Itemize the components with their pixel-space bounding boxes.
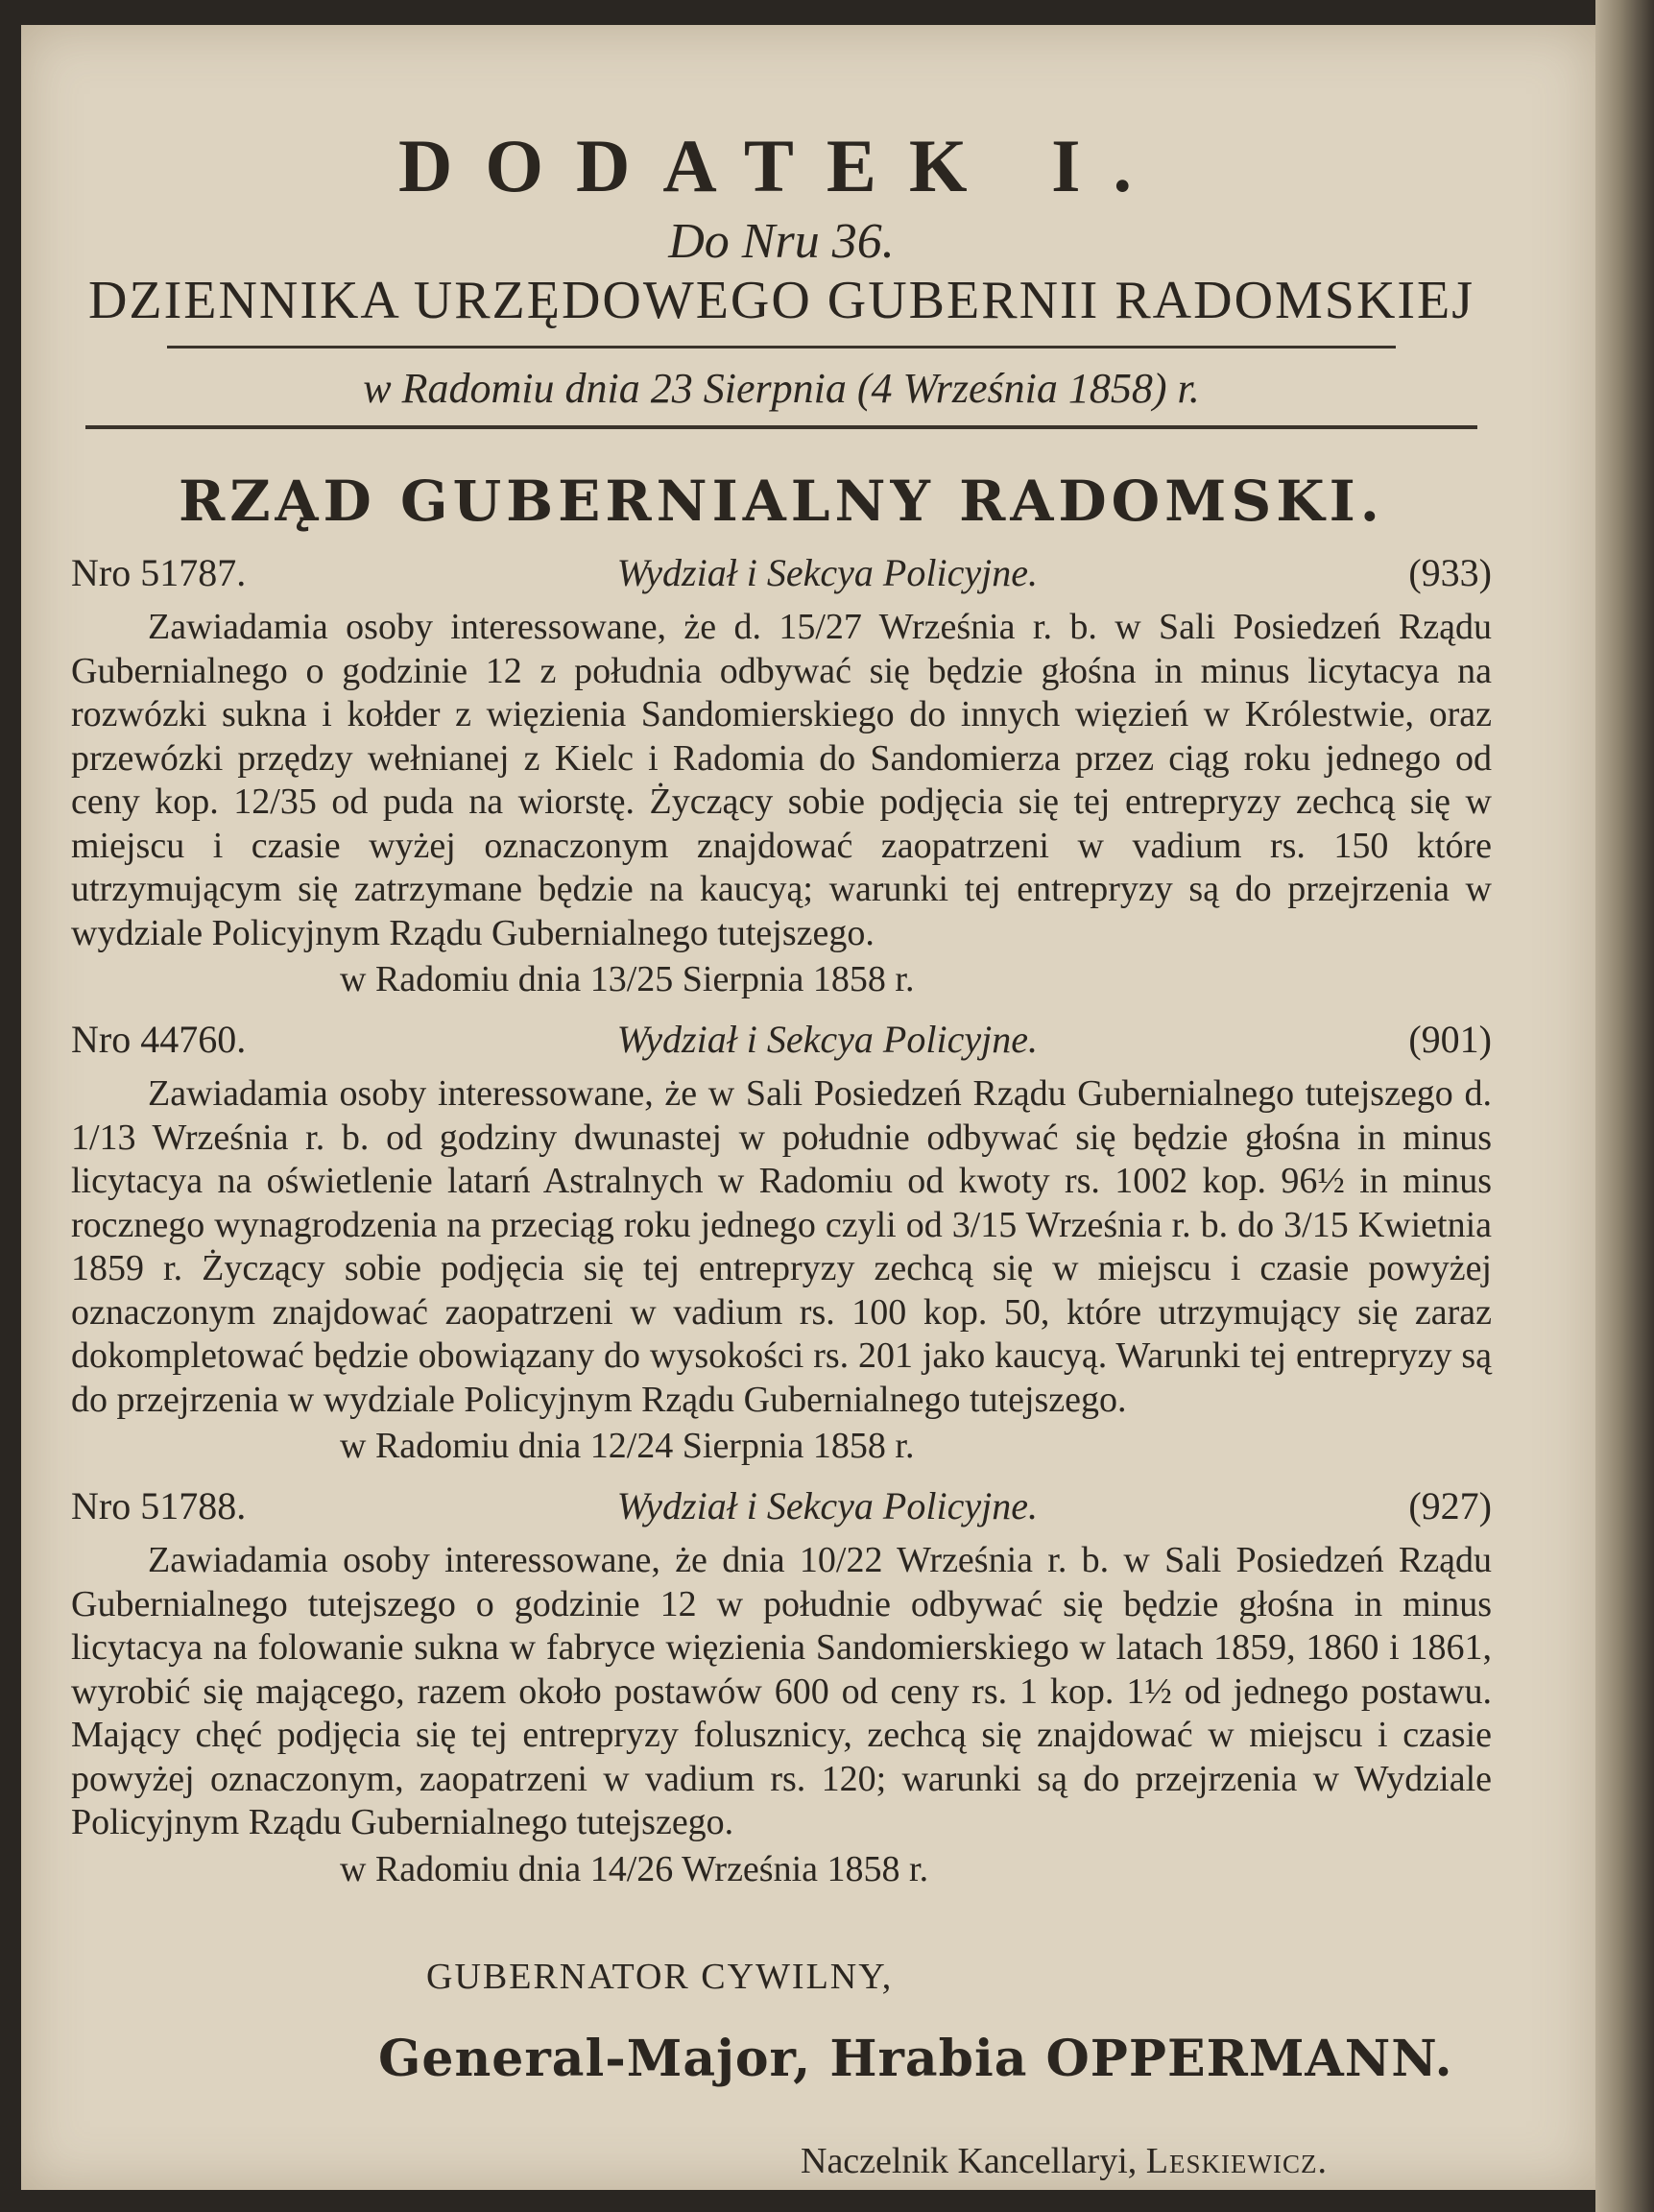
notice-section: Wydział i Sekcya Policyjne. [616,551,1038,594]
notice-text: Zawiadamia osoby interessowane, że w Sali Posiedzeń Rządu Gubernialnego tutejszego d. 1/13 Września r. b. od godziny dwunastej w południe odbywać się będzie głośna in minus licytacya na oświetlenie latarń Astralnych w Radomiu od kwoty rs. 1002 kop. 96½ in minus rocznego wynagrodzenia na przeciąg roku jednego czyli od 3/15 Września r. b. do 3/15 Kwietnia 1859 r. Życzący sobie podjęcia się tej entrepryzy zechcą się w miejscu i czasie powyżej oznaczonym znajdować zaopatrzeni w vadium rs. 100 kop. 50, które utrzymujący się zaraz dokompletować będzie obowiązany do wysokości rs. 201 jako kaucyą. Warunki tej entrepryzy są do przejrzenia w wydziale Policyjnym Rządu Gubernialnego tutejszego. [71,1073,1492,1420]
notice [71,546,1492,1001]
journal-title: DZIENNIKA URZĘDOWEGO GUBERNII RADOMSKIEJ [87,271,1475,330]
notice-text: Zawiadamia osoby interessowane, że d. 15/27 Września r. b. w Sali Posiedzeń Rządu Gubernialnego o godzinie 12 z południa odbywać się będzie głośna in minus licytacya na rozwózki sukna i kołder z więzienia Sandomierskiego do innych więzień w Królestwie, oraz przewózki przędzy wełnianej z Kielc i Radomia do Sandomierza przez ciąg roku jednego od ceny kop. 12/35 od puda na wiorstę. Życzący sobie podjęcia się tej entrepryzy zechcą się w miejscu i czasie wyżej oznaczonym znajdować zaopatrzeni w vadium rs. 150 które utrzymującym się zatrzymane będzie na kaucyą; warunki tej entrepryzy są do przejrzenia w wydziale Policyjnym Rządu Gubernialnego tutejszego. [71,607,1492,953]
supplement-title: DODATEK I. [398,124,1164,207]
notice-section: Wydział i Sekcya Policyjne. [616,1484,1038,1527]
dateline: w Radomiu dnia 23 Sierpnia (4 Września 1858) r. [363,365,1200,412]
notice-header [71,1479,1492,1533]
notice-place-date: w Radomiu dnia 13/25 Sierpnia 1858 r. [340,959,915,999]
notice-ref: (927) [1408,1484,1492,1527]
notice-ref: (901) [1408,1018,1492,1061]
notice-header [71,1013,1492,1067]
notice-number: Nro 44760. [71,1018,247,1061]
header-rule-double [85,425,1477,429]
issue-number: Do Nru 36. [668,214,895,269]
document-page [21,25,1599,2190]
notice-number: Nro 51788. [71,1484,247,1527]
clerk-title: Naczelnik Kancellaryi, [801,2140,1138,2181]
notice-text: Zawiadamia osoby interessowane, że dnia 10/22 Września r. b. w Sali Posiedzeń Rządu Gubernialnego tutejszego o godzinie 12 w południe odbywać się będzie głośna in minus licytacya na folowanie sukna w fabryce więzienia Sandomierskiego w latach 1859, 1860 i 1861, wyrobić się mającego, razem około postawów 600 od ceny rs. 1 kop. 1½ od jednego postawu. Mający chęć podjęcia się tej entrepryzy foluszniсy, zechcą się znajdować w miejscu i czasie powyżej oznaczonym, zaopatrzeni w vadium rs. 120; warunki są do przejrzenia w Wydziale Policyjnym Rządu Gubernialnego tutejszego. [71,1540,1492,1842]
book-binding-edge [1595,0,1654,2212]
notice [71,1479,1492,1891]
clerk-name: Leskiewicz. [1145,2140,1328,2181]
chancellery-signature [71,2139,1492,2183]
header-rule [167,346,1396,349]
page-content [71,83,1492,2183]
notice-header [71,546,1492,600]
governor-signature: General-Major, Hrabia OPPERMANN. [378,2029,1453,2088]
authority-heading: RZĄD GUBERNIALNY RADOMSKI. [179,469,1384,534]
governor-title: GUBERNATOR CYWILNY, [426,1956,894,1997]
notice [71,1013,1492,1468]
notice-section: Wydział i Sekcya Policyjne. [616,1018,1038,1061]
notice-place-date: w Radomiu dnia 12/24 Sierpnia 1858 r. [340,1426,915,1466]
notice-number: Nro 51787. [71,551,247,594]
notice-ref: (933) [1408,551,1492,594]
notice-place-date: w Radomiu dnia 14/26 Września 1858 r. [340,1848,929,1889]
